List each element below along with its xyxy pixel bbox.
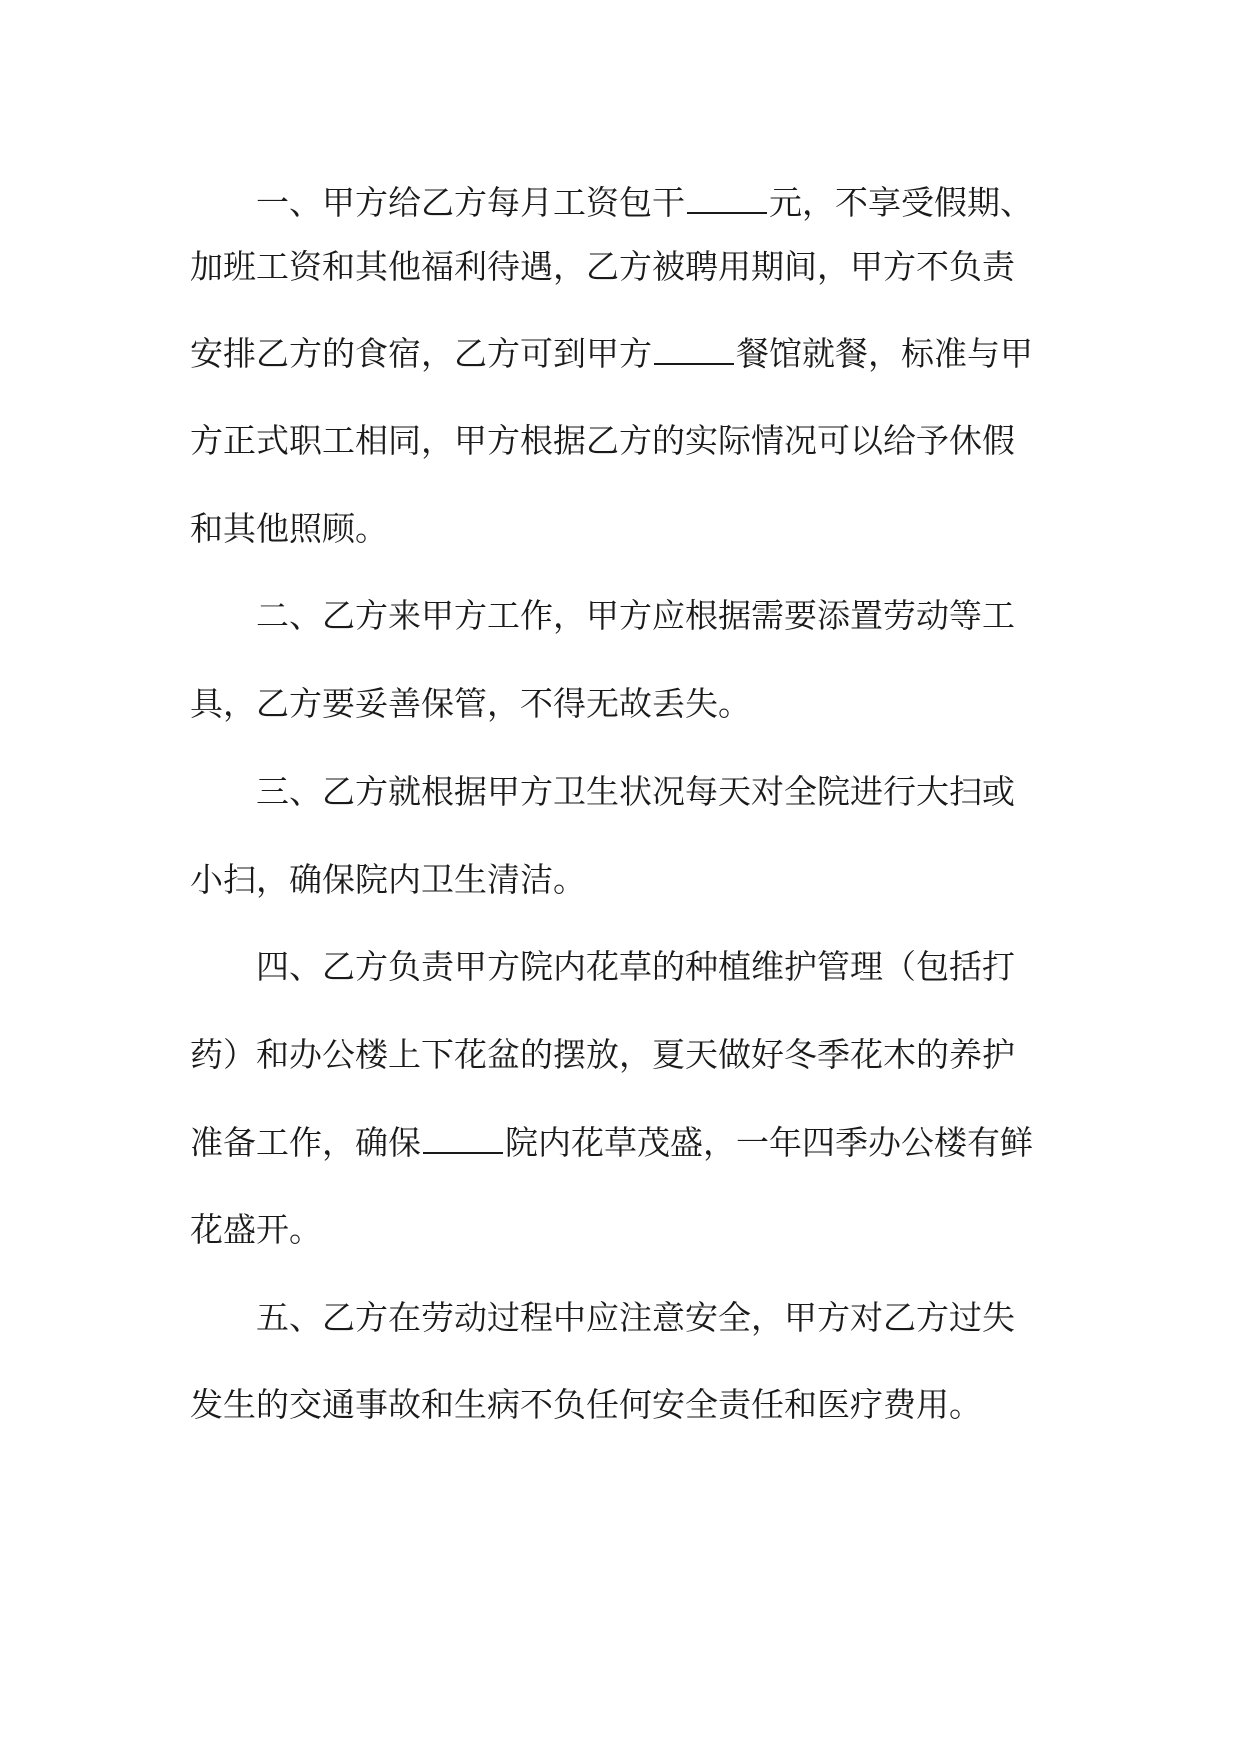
- clause-4-line-2: [190, 1030, 1015, 1080]
- fill-in-blank: [654, 333, 734, 365]
- clause-1-line-2: [190, 242, 1015, 292]
- clause-2-line-1: [256, 591, 1015, 641]
- clause-3-line-2: [190, 855, 586, 905]
- text-segment: 药）和办公楼上下花盆的摆放，夏天做好冬季花木的养护: [190, 1035, 1015, 1074]
- text-segment: 加班工资和其他福利待遇，乙方被聘用期间，甲方不负责: [190, 247, 1015, 286]
- text-segment: 一、甲方给乙方每月工资包干: [256, 183, 685, 222]
- text-segment: 五、乙方在劳动过程中应注意安全，甲方对乙方过失: [256, 1298, 1015, 1337]
- clause-1-line-5: [190, 504, 388, 554]
- clause-5-line-2: [190, 1380, 982, 1430]
- text-segment: 四、乙方负责甲方院内花草的种植维护管理（包括打: [256, 947, 1015, 986]
- clause-3-line-1: [256, 767, 1015, 817]
- text-segment: 花盛开。: [190, 1210, 322, 1249]
- text-segment: 院内花草茂盛，一年四季办公楼有鲜: [505, 1123, 1033, 1162]
- text-segment: 餐馆就餐，标准与甲: [736, 334, 1033, 373]
- text-segment: 和其他照顾。: [190, 509, 388, 548]
- clause-1-line-3: [190, 329, 1033, 379]
- clause-1-line-1: [256, 178, 1033, 228]
- text-segment: 准备工作，确保: [190, 1123, 421, 1162]
- text-segment: 二、乙方来甲方工作，甲方应根据需要添置劳动等工: [256, 596, 1015, 635]
- text-segment: 具，乙方要妥善保管，不得无故丢失。: [190, 684, 751, 723]
- text-segment: 方正式职工相同，甲方根据乙方的实际情况可以给予休假: [190, 421, 1015, 460]
- text-segment: 安排乙方的食宿，乙方可到甲方: [190, 334, 652, 373]
- clause-5-line-1: [256, 1293, 1015, 1343]
- clause-4-line-1: [256, 942, 1015, 992]
- clause-4-line-4: [190, 1205, 322, 1255]
- text-segment: 三、乙方就根据甲方卫生状况每天对全院进行大扫或: [256, 772, 1015, 811]
- fill-in-blank: [687, 182, 767, 214]
- clause-2-line-2: [190, 679, 751, 729]
- clause-4-line-3: [190, 1118, 1033, 1168]
- clause-1-line-4: [190, 416, 1015, 466]
- text-segment: 小扫，确保院内卫生清洁。: [190, 860, 586, 899]
- fill-in-blank: [423, 1122, 503, 1154]
- text-segment: 元，不享受假期、: [769, 183, 1033, 222]
- text-segment: 发生的交通事故和生病不负任何安全责任和医疗费用。: [190, 1385, 982, 1424]
